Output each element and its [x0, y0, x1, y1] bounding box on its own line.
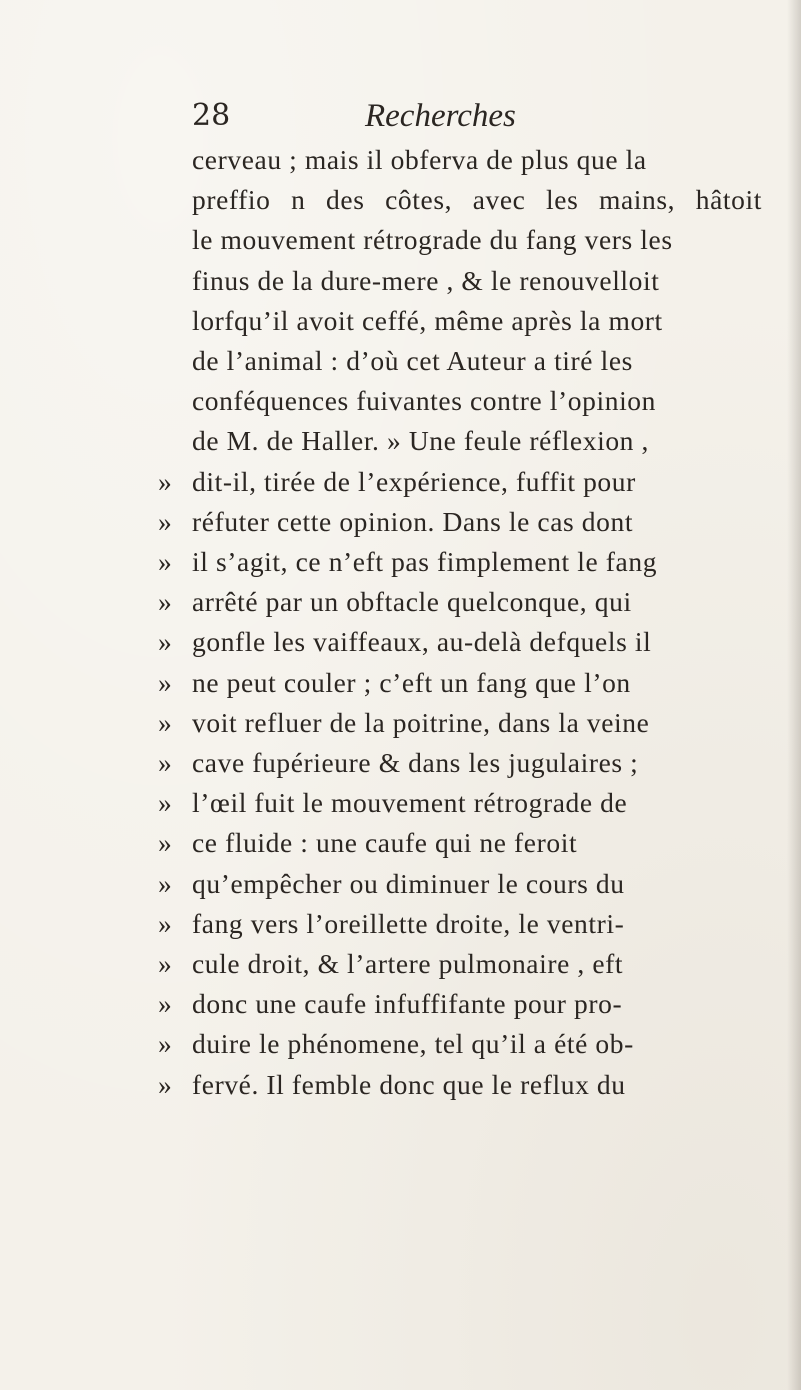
text-line [192, 341, 633, 381]
text-line [192, 421, 649, 461]
line-text: lorfqu’il avoit ceffé, même après la mort [192, 304, 663, 336]
text-line [158, 703, 649, 743]
line-text: il s’agit, ce n’eft pas fimplement le fang [192, 546, 658, 577]
line-text: duire le phénomene, tel qu’il a été ob- [192, 1028, 634, 1060]
text-line [192, 220, 673, 260]
text-line [158, 864, 625, 904]
text-line [158, 823, 577, 863]
quote-marker: » [158, 505, 173, 537]
quote-marker: » [158, 465, 173, 497]
text-line [158, 984, 622, 1024]
text-line [158, 622, 651, 662]
line-text: l’œil fuit le mouvement rétrograde de [192, 787, 628, 819]
quote-marker: » [158, 907, 173, 939]
text-line [158, 462, 636, 502]
quote-marker: » [158, 586, 173, 618]
quote-marker: » [158, 706, 173, 738]
line-text: le mouvement rétrograde du fang vers les [192, 224, 673, 256]
page-edge-shadow [787, 0, 801, 1390]
text-line [192, 381, 656, 421]
quote-marker: » [158, 787, 173, 819]
line-text: réfuter cette opinion. Dans le cas dont [192, 505, 634, 537]
text-line [158, 743, 638, 783]
line-text: finus de la dure-mere , & le renouvelloit [192, 264, 660, 296]
quote-marker: » [158, 666, 173, 698]
page-number: 28 [192, 98, 231, 133]
line-text: fang vers l’oreillette droite, le ventri- [192, 907, 625, 939]
quote-marker: » [158, 626, 173, 658]
text-line [158, 904, 624, 944]
text-line [192, 180, 762, 220]
page-header [192, 96, 612, 140]
text-line [158, 663, 631, 703]
line-text: de M. de Haller. » Une feule réflexion , [192, 425, 649, 457]
line-text: cule droit, & l’artere pulmonaire , eft [192, 948, 624, 979]
line-text: cerveau ; mais il obferva de plus que la [192, 144, 647, 175]
text-line [158, 1065, 626, 1105]
text-line [192, 261, 660, 301]
text-line [158, 1024, 634, 1064]
line-text: ne peut couler ; c’eft un fang que l’on [192, 666, 631, 698]
line-text: donc une caufe infuffifante pour pro- [192, 988, 623, 1020]
quote-marker: » [158, 546, 173, 577]
line-text: voit refluer de la poitrine, dans la veine [192, 706, 650, 738]
text-line [192, 140, 647, 180]
line-text: preffio n des côtes, avec les mains, hâtoit [192, 184, 762, 216]
line-text: dit-il, tirée de l’expérience, fuffit pour [192, 465, 636, 497]
line-text: conféquences fuivantes contre l’opinion [192, 385, 657, 417]
line-text: ce fluide : une caufe qui ne feroit [192, 827, 578, 859]
quote-marker: » [158, 948, 173, 979]
text-line [192, 301, 663, 341]
line-text: de l’animal : d’où cet Auteur a tiré les [192, 345, 633, 376]
line-text: gonfle les vaiffeaux, au-delà defquels il [192, 626, 652, 658]
quote-marker: » [158, 827, 173, 859]
quote-marker: » [158, 867, 173, 899]
running-head: Recherches [365, 98, 516, 134]
quote-marker: » [158, 1068, 173, 1100]
line-text: cave fupérieure & dans les jugulaires ; [192, 747, 639, 778]
text-line [158, 542, 657, 582]
text-line [158, 783, 627, 823]
line-text: arrêté par un obftacle quelconque, qui [192, 586, 632, 618]
text-line [158, 944, 623, 984]
text-line [158, 582, 632, 622]
quote-marker: » [158, 988, 173, 1020]
text-line [158, 502, 633, 542]
line-text: fervé. Il femble donc que le reflux du [192, 1068, 626, 1100]
quote-marker: » [158, 747, 173, 778]
line-text: qu’empêcher ou diminuer le cours du [192, 867, 625, 899]
quote-marker: » [158, 1028, 173, 1060]
